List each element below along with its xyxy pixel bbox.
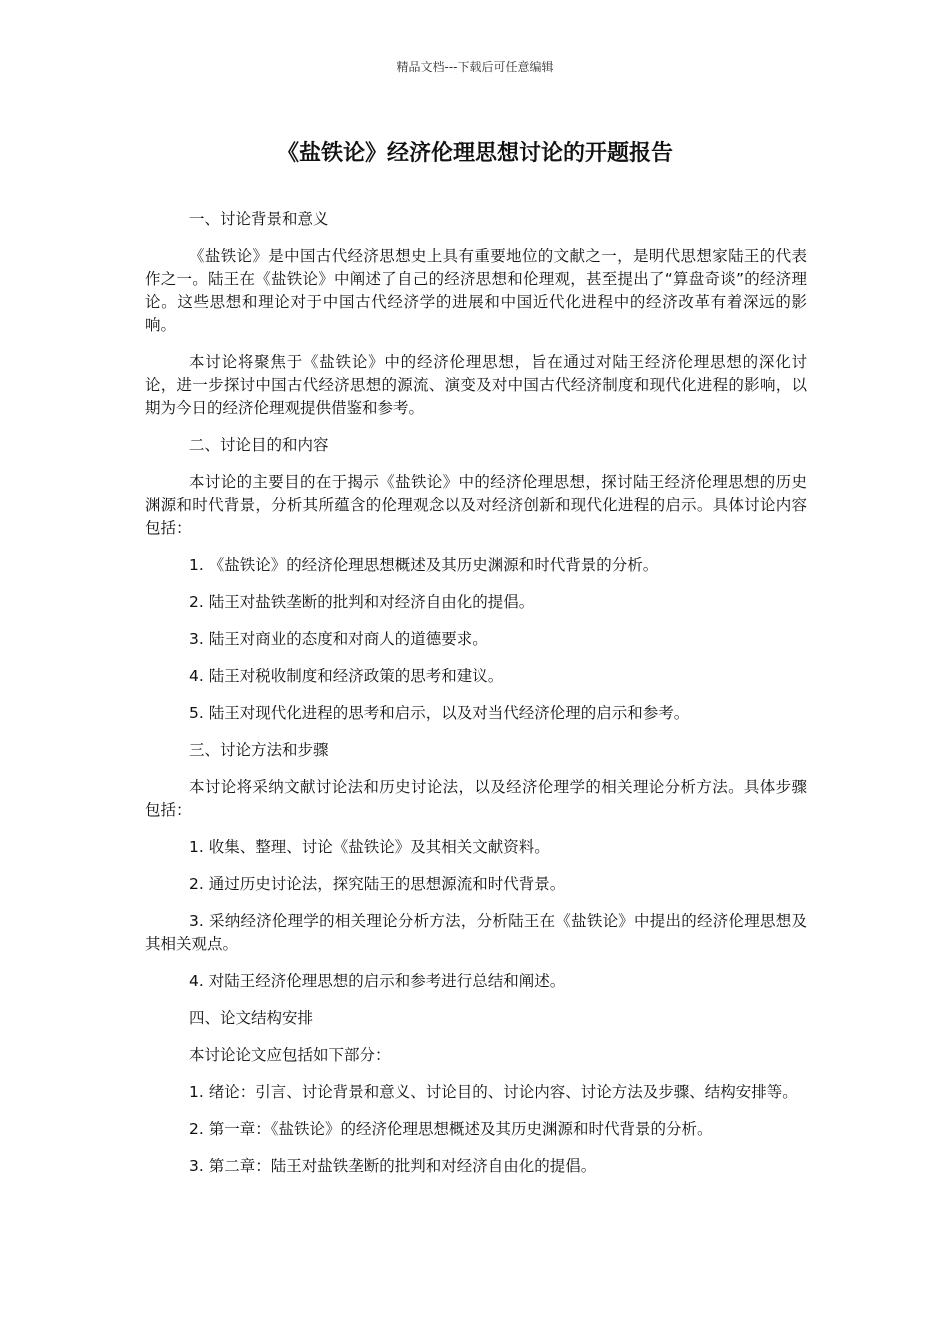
paragraph-focus: 本讨论将聚焦于《盐铁论》中的经济伦理思想，旨在通过对陆王经济伦理思想的深化讨论，进一步探讨中国古代经济思想的源流、演变及对中国古代经济制度和现代化进程的影响，以期为今日的经济伦理观提供借鉴和参考。	[145, 353, 807, 417]
page-header: 精品文档---下载后可任意编辑	[396, 60, 554, 74]
list-item: 3. 第二章：陆王对盐铁垄断的批判和对经济自由化的提倡。	[189, 1157, 597, 1175]
section-heading-methods: 三、讨论方法和步骤	[189, 741, 329, 759]
document-body	[145, 208, 807, 1192]
list-item: 1. 《盐铁论》的经济伦理思想概述及其历史渊源和时代背景的分析。	[189, 556, 659, 574]
paragraph-intro: 《盐铁论》是中国古代经济思想史上具有重要地位的文献之一，是明代思想家陆王的代表作之一。陆王在《盐铁论》中阐述了自己的经济思想和伦理观，甚至提出了“算盘奇谈”的经济理论。这些思想和理论对于中国古代经济学的进展和中国近代化进程中的经济改革有着深远的影响。	[145, 247, 807, 334]
list-item: 2. 第一章：《盐铁论》的经济伦理思想概述及其历史渊源和时代背景的分析。	[189, 1120, 713, 1138]
list-item: 5. 陆王对现代化进程的思考和启示，以及对当代经济伦理的启示和参考。	[189, 704, 690, 722]
list-item: 2. 通过历史讨论法，探究陆王的思想源流和时代背景。	[189, 875, 566, 893]
document-title: 《盐铁论》经济伦理思想讨论的开题报告	[276, 141, 673, 166]
list-item: 1. 收集、整理、讨论《盐铁论》及其相关文献资料。	[189, 838, 550, 856]
section-heading-structure: 四、论文结构安排	[189, 1009, 314, 1027]
section-heading-background: 一、讨论背景和意义	[189, 210, 329, 228]
section-heading-purpose: 二、讨论目的和内容	[189, 436, 329, 454]
paragraph-structure: 本讨论论文应包括如下部分：	[189, 1046, 391, 1064]
list-item: 4. 陆王对税收制度和经济政策的思考和建议。	[189, 667, 504, 685]
paragraph-methods: 本讨论将采纳文献讨论法和历史讨论法，以及经济伦理学的相关理论分析方法。具体步骤包括：	[145, 778, 807, 819]
list-item: 4. 对陆王经济伦理思想的启示和参考进行总结和阐述。	[189, 972, 566, 990]
list-item: 2. 陆王对盐铁垄断的批判和对经济自由化的提倡。	[189, 593, 535, 611]
list-item: 1. 绪论：引言、讨论背景和意义、讨论目的、讨论内容、讨论方法及步骤、结构安排等。	[189, 1083, 798, 1101]
paragraph-purpose: 本讨论的主要目的在于揭示《盐铁论》中的经济伦理思想，探讨陆王经济伦理思想的历史渊源和时代背景，分析其所蕴含的伦理观念以及对经济创新和现代化进程的启示。具体讨论内容包括：	[145, 473, 807, 537]
list-item: 3. 采纳经济伦理学的相关理论分析方法，分析陆王在《盐铁论》中提出的经济伦理思想及其相关观点。	[145, 912, 807, 953]
list-item: 3. 陆王对商业的态度和对商人的道德要求。	[189, 630, 488, 648]
